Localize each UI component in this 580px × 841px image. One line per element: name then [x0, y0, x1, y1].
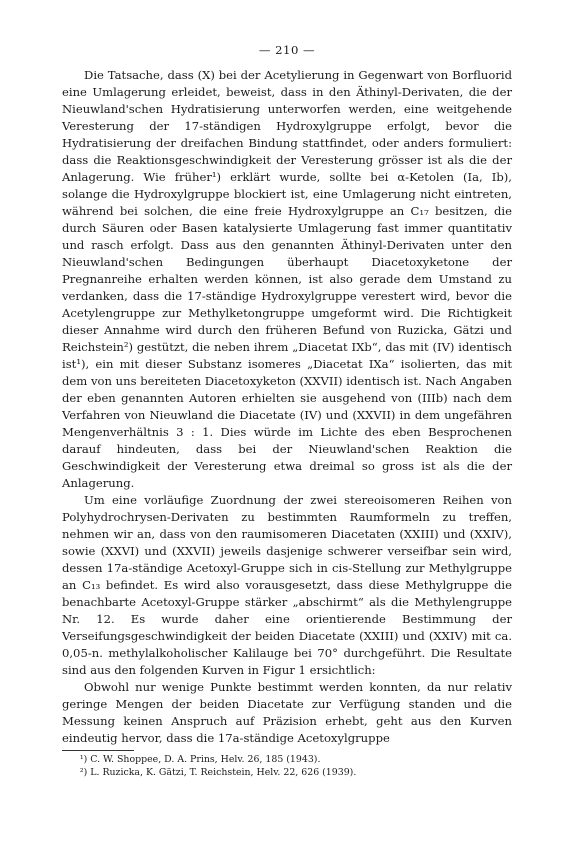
footnote-2: ²) L. Ruzicka, K. Gätzi, T. Reichstein, Helv. 22, 626 (1939). [79, 767, 357, 778]
footnote-divider [62, 750, 134, 751]
paragraph-1: Die Tatsache, dass (X) bei der Acetylierung in Gegenwart von Borfluorid eine Umlagerung erleidet, beweist, dass in den Äthinyl-Derivaten, die der Nieuwland'schen Hydratisierung unterworfen werden, eine weitgehende Veresterung der 17-ständigen Hydroxylgruppe erfolgt, bevor die Hydratisierung der dreifachen Bindung stattfindet, oder anders formuliert: dass die Reaktionsgeschwindigkeit der Veresterung grösser ist als die der Anlagerung. Wie früher¹) erklärt wurde, sollte bei α-Ketolen (Ia, Ib), solange die Hydroxylgruppe blockiert ist, eine Umlagerung nicht eintreten, während bei solchen, die eine freie Hydroxylgruppe an C₁₇ besitzen, die durch Säuren oder Basen katalysierte Umlagerung fast immer quantitativ und rasch erfolgt. Dass aus den genannten Äthinyl-Derivaten unter den Nieuwland'schen Bedingungen überhaupt Diacetoxyketone der Pregnanreihe erhalten werden können, ist also gerade dem Umstand zu verdanken, dass die 17-ständige Hydroxylgruppe verestert wird, bevor die Acetylengruppe zur Methylketongruppe umgeformt wird. Die Richtigkeit dieser Annahme wird durch den früheren Befund von Ruzicka, Gätzi und Reichstein²) gestützt, die neben ihrem „Diacetat IXb“, das mit (IV) identisch ist¹), ein mit dieser Substanz isomeres „Diacetat IXa“ isolierten, das mit dem von uns bereiteten Diacetoxyketon (XXVII) identisch ist. Nach Angaben der eben genannten Autoren erhielten sie ausgehend von (IIIb) nach dem Verfahren von Nieuwland die Diacetate (IV) und (XXVII) in dem ungefähren Mengenverhältnis 3 : 1. Dies würde im Lichte des eben Besprochenen darauf hindeuten, dass bei der Nieuwland'schen Reaktion die Geschwindigkeit der Veresterung etwa dreimal so gross ist als die der Anlagerung. [62, 68, 512, 490]
paragraph-2: Um eine vorläufige Zuordnung der zwei stereoisomeren Reihen von Polyhydrochrysen-Derivaten zu bestimmten Raumformeln zu treffen, nehmen wir an, dass von den raumisomeren Diacetaten (XXIII) und (XXIV), sowie (XXVI) und (XXVII) jeweils dasjenige schwerer verseifbar sein wird, dessen 17a-ständige Acetoxyl-Gruppe sich in cis-Stellung zur Methylgruppe an C₁₃ befindet. Es wird also vorausgesetzt, dass diese Methylgruppe die benachbarte Acetoxyl-Gruppe stärker „abschirmt“ als die Methylengruppe Nr. 12. Es wurde daher eine orientierende Bestimmung der Verseifungsgeschwindigkeit der beiden Diacetate (XXIII) und (XXIV) mit ca. 0,05-n. methylalkoholischer Kalilauge bei 70° durchgeführt. Die Resultate sind aus den folgenden Kurven in Figur 1 ersichtlich: [62, 493, 512, 677]
paragraph-3: Obwohl nur wenige Punkte bestimmt werden konnten, da nur relativ geringe Mengen der beiden Diacetate zur Verfügung standen und die Messung keinen Anspruch auf Präzision erhebt, geht aus den Kurven eindeutig hervor, dass die 17a-ständige Acetoxylgruppe [62, 680, 512, 745]
footnote-1: ¹) C. W. Shoppee, D. A. Prins, Helv. 26, 185 (1943). [79, 754, 321, 765]
page-number: — 210 — [258, 43, 316, 57]
footnotes [62, 753, 512, 779]
document-page [62, 42, 512, 779]
